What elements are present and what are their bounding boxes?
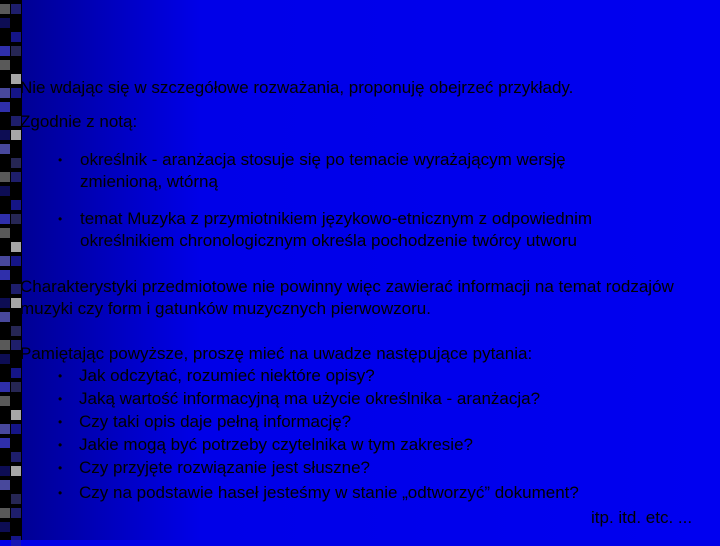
question-item: Czy przyjęte rozwiązanie jest słuszne? xyxy=(79,458,371,477)
question-item: Czy na podstawie haseł jesteśmy w stanie „odtworzyć” dokument? xyxy=(79,483,579,502)
bullet-icon: • xyxy=(58,486,63,500)
questions-heading: Pamiętając powyższe, proszę mieć na uwadze następujące pytania: xyxy=(20,344,533,363)
note-item: temat Muzyka z przymiotnikiem językowo-etnicznym z odpowiednim określnikiem chronologicznym określa pochodzenie twórcy utworu xyxy=(80,209,593,250)
closing-text: itp. itd. etc. ... xyxy=(591,508,693,527)
bullet-icon: • xyxy=(58,392,63,406)
intro-text: Nie wdając się w szczegółowe rozważania, proponuję obejrzeć przykłady. xyxy=(20,78,574,97)
question-item: Jakie mogą być potrzeby czytelnika w tym zakresie? xyxy=(79,435,473,454)
characteristics-text: Charakterystyki przedmiotowe nie powinny więc zawierać informacji na temat rodzajów muzyki czy form i gatunków muzycznych pierwowzoru. xyxy=(20,277,674,318)
bullet-icon: • xyxy=(58,438,63,452)
bullet-icon: • xyxy=(58,415,63,429)
question-item: Czy taki opis daje pełną informację? xyxy=(79,412,352,431)
bullet-icon: • xyxy=(58,212,63,226)
bullet-icon: • xyxy=(58,461,63,475)
question-item: Jak odczytać, rozumieć niektóre opisy? xyxy=(79,366,375,385)
bullet-icon: • xyxy=(58,369,63,383)
note-item: określnik - aranżacja stosuje się po temacie wyrażającym wersję zmienioną, wtórną xyxy=(80,150,566,191)
question-item: Jaką wartość informacyjną ma użycie określnika - aranżacja? xyxy=(79,389,541,408)
bullet-icon: • xyxy=(58,153,63,167)
note-heading: Zgodnie z notą: xyxy=(20,112,138,131)
